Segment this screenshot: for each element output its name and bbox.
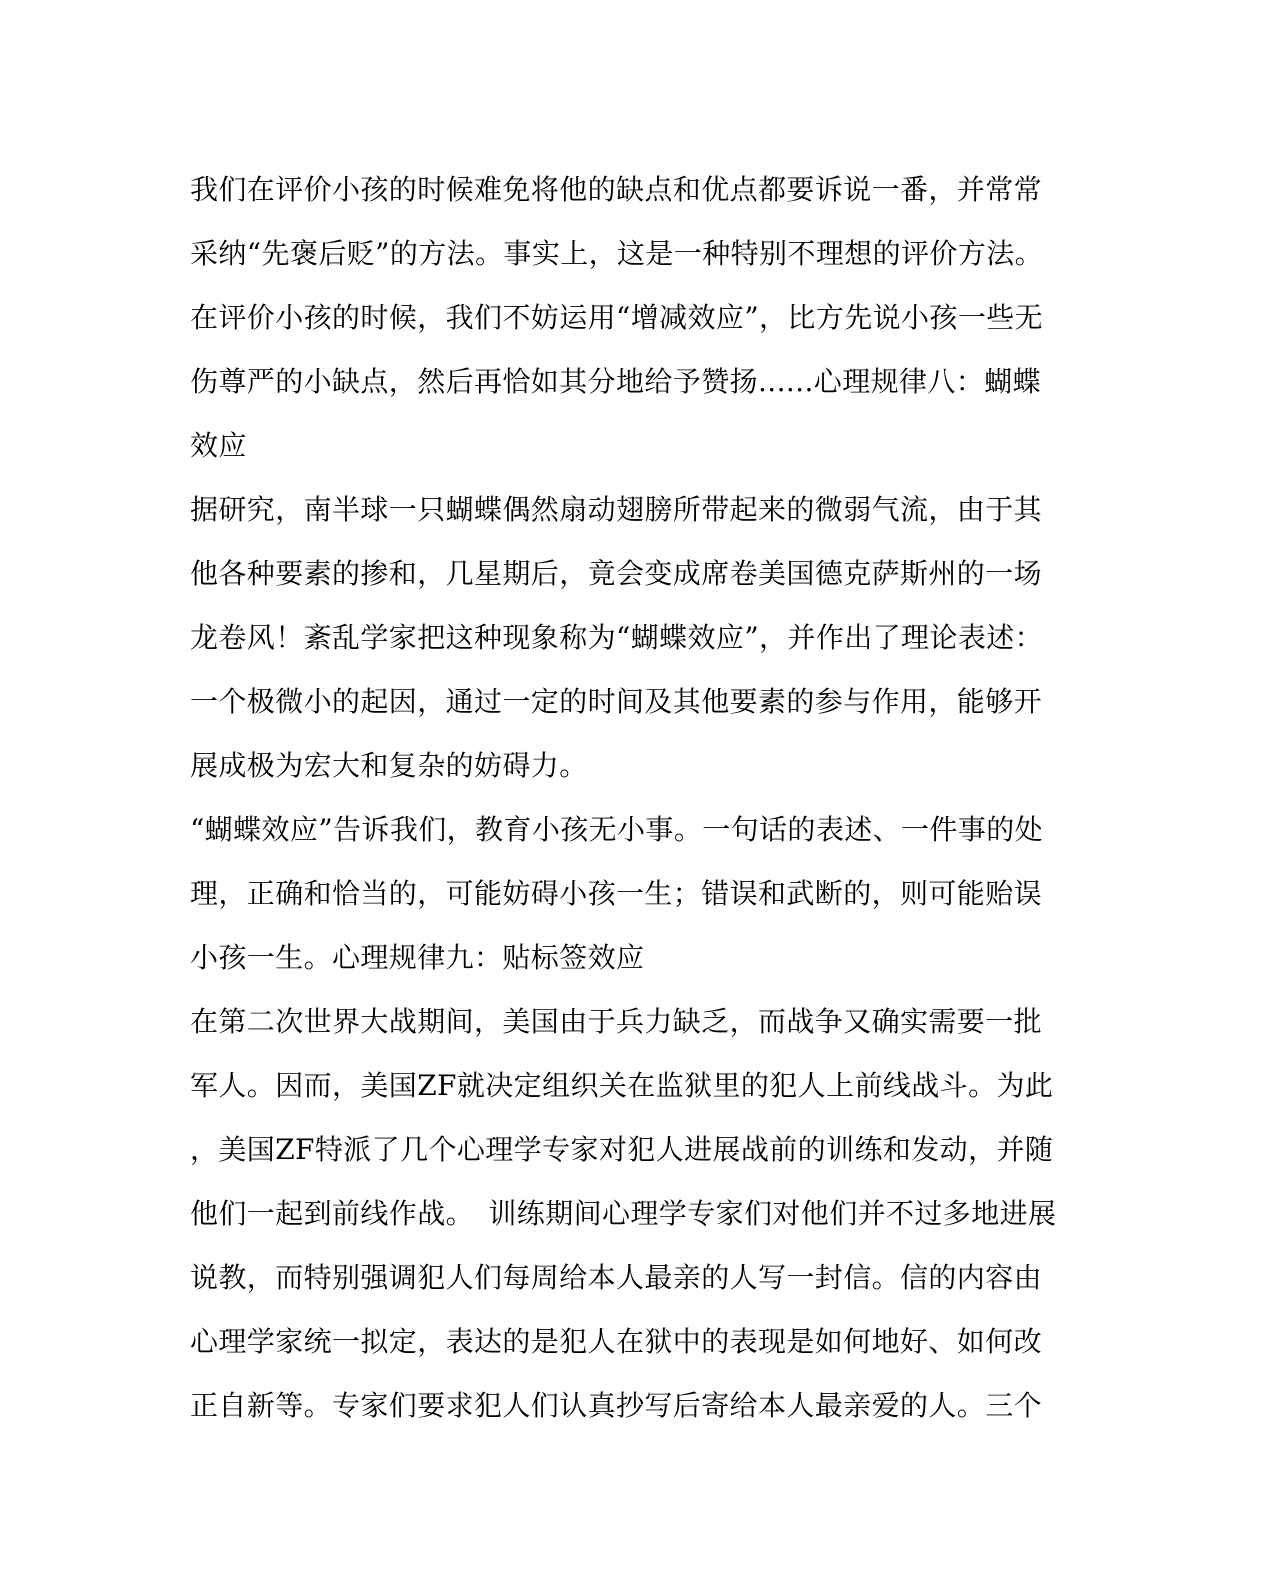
- text-line: 据研究，南半球一只蝴蝶偶然扇动翅膀所带起来的微弱气流，由于其: [190, 493, 1043, 526]
- text-line: 采纳“先褒后贬”的方法。事实上，这是一种特别不理想的评价方法。: [190, 237, 1044, 270]
- text-line: ，美国ZF特派了几个心理学专家对犯人进展战前的训练和发动，并随: [190, 1133, 1054, 1166]
- text-line: 我们在评价小孩的时候难免将他的缺点和优点都要诉说一番，并常常: [190, 173, 1043, 206]
- text-line: 展成极为宏大和复杂的妨碍力。: [190, 749, 588, 782]
- text-line: 效应: [190, 429, 247, 462]
- text-line: 龙卷风！紊乱学家把这种现象称为“蝴蝶效应”，并作出了理论表述：: [190, 621, 1044, 654]
- text-line: 心理学家统一拟定，表达的是犯人在狱中的表现是如何地好、如何改: [190, 1325, 1043, 1358]
- text-line: 在第二次世界大战期间，美国由于兵力缺乏，而战争又确实需要一批: [190, 1005, 1043, 1038]
- body-text: [190, 158, 1070, 1438]
- text-line: 说教，而特别强调犯人们每周给本人最亲的人写一封信。信的内容由: [190, 1261, 1043, 1294]
- text-line: 军人。因而，美国ZF就决定组织关在监狱里的犯人上前线战斗。为此: [190, 1069, 1054, 1102]
- text-line: 在评价小孩的时候，我们不妨运用“增减效应”，比方先说小孩一些无: [190, 301, 1044, 334]
- text-line: 他各种要素的掺和，几星期后，竟会变成席卷美国德克萨斯州的一场: [190, 557, 1043, 590]
- text-line: 小孩一生。心理规律九：贴标签效应: [190, 941, 645, 974]
- text-line: 他们一起到前线作战。 训练期间心理学专家们对他们并不过多地进展: [190, 1197, 1057, 1230]
- text-line: 伤尊严的小缺点，然后再恰如其分地给予赞扬......心理规律八：蝴蝶: [190, 365, 1042, 398]
- text-line: 正自新等。专家们要求犯人们认真抄写后寄给本人最亲爱的人。三个: [190, 1389, 1043, 1422]
- text-line: “蝴蝶效应”告诉我们，教育小孩无小事。一句话的表述、一件事的处: [190, 813, 1044, 846]
- text-line: 一个极微小的起因，通过一定的时间及其他要素的参与作用，能够开: [190, 685, 1043, 718]
- text-line: 理，正确和恰当的，可能妨碍小孩一生；错误和武断的，则可能贻误: [190, 877, 1043, 910]
